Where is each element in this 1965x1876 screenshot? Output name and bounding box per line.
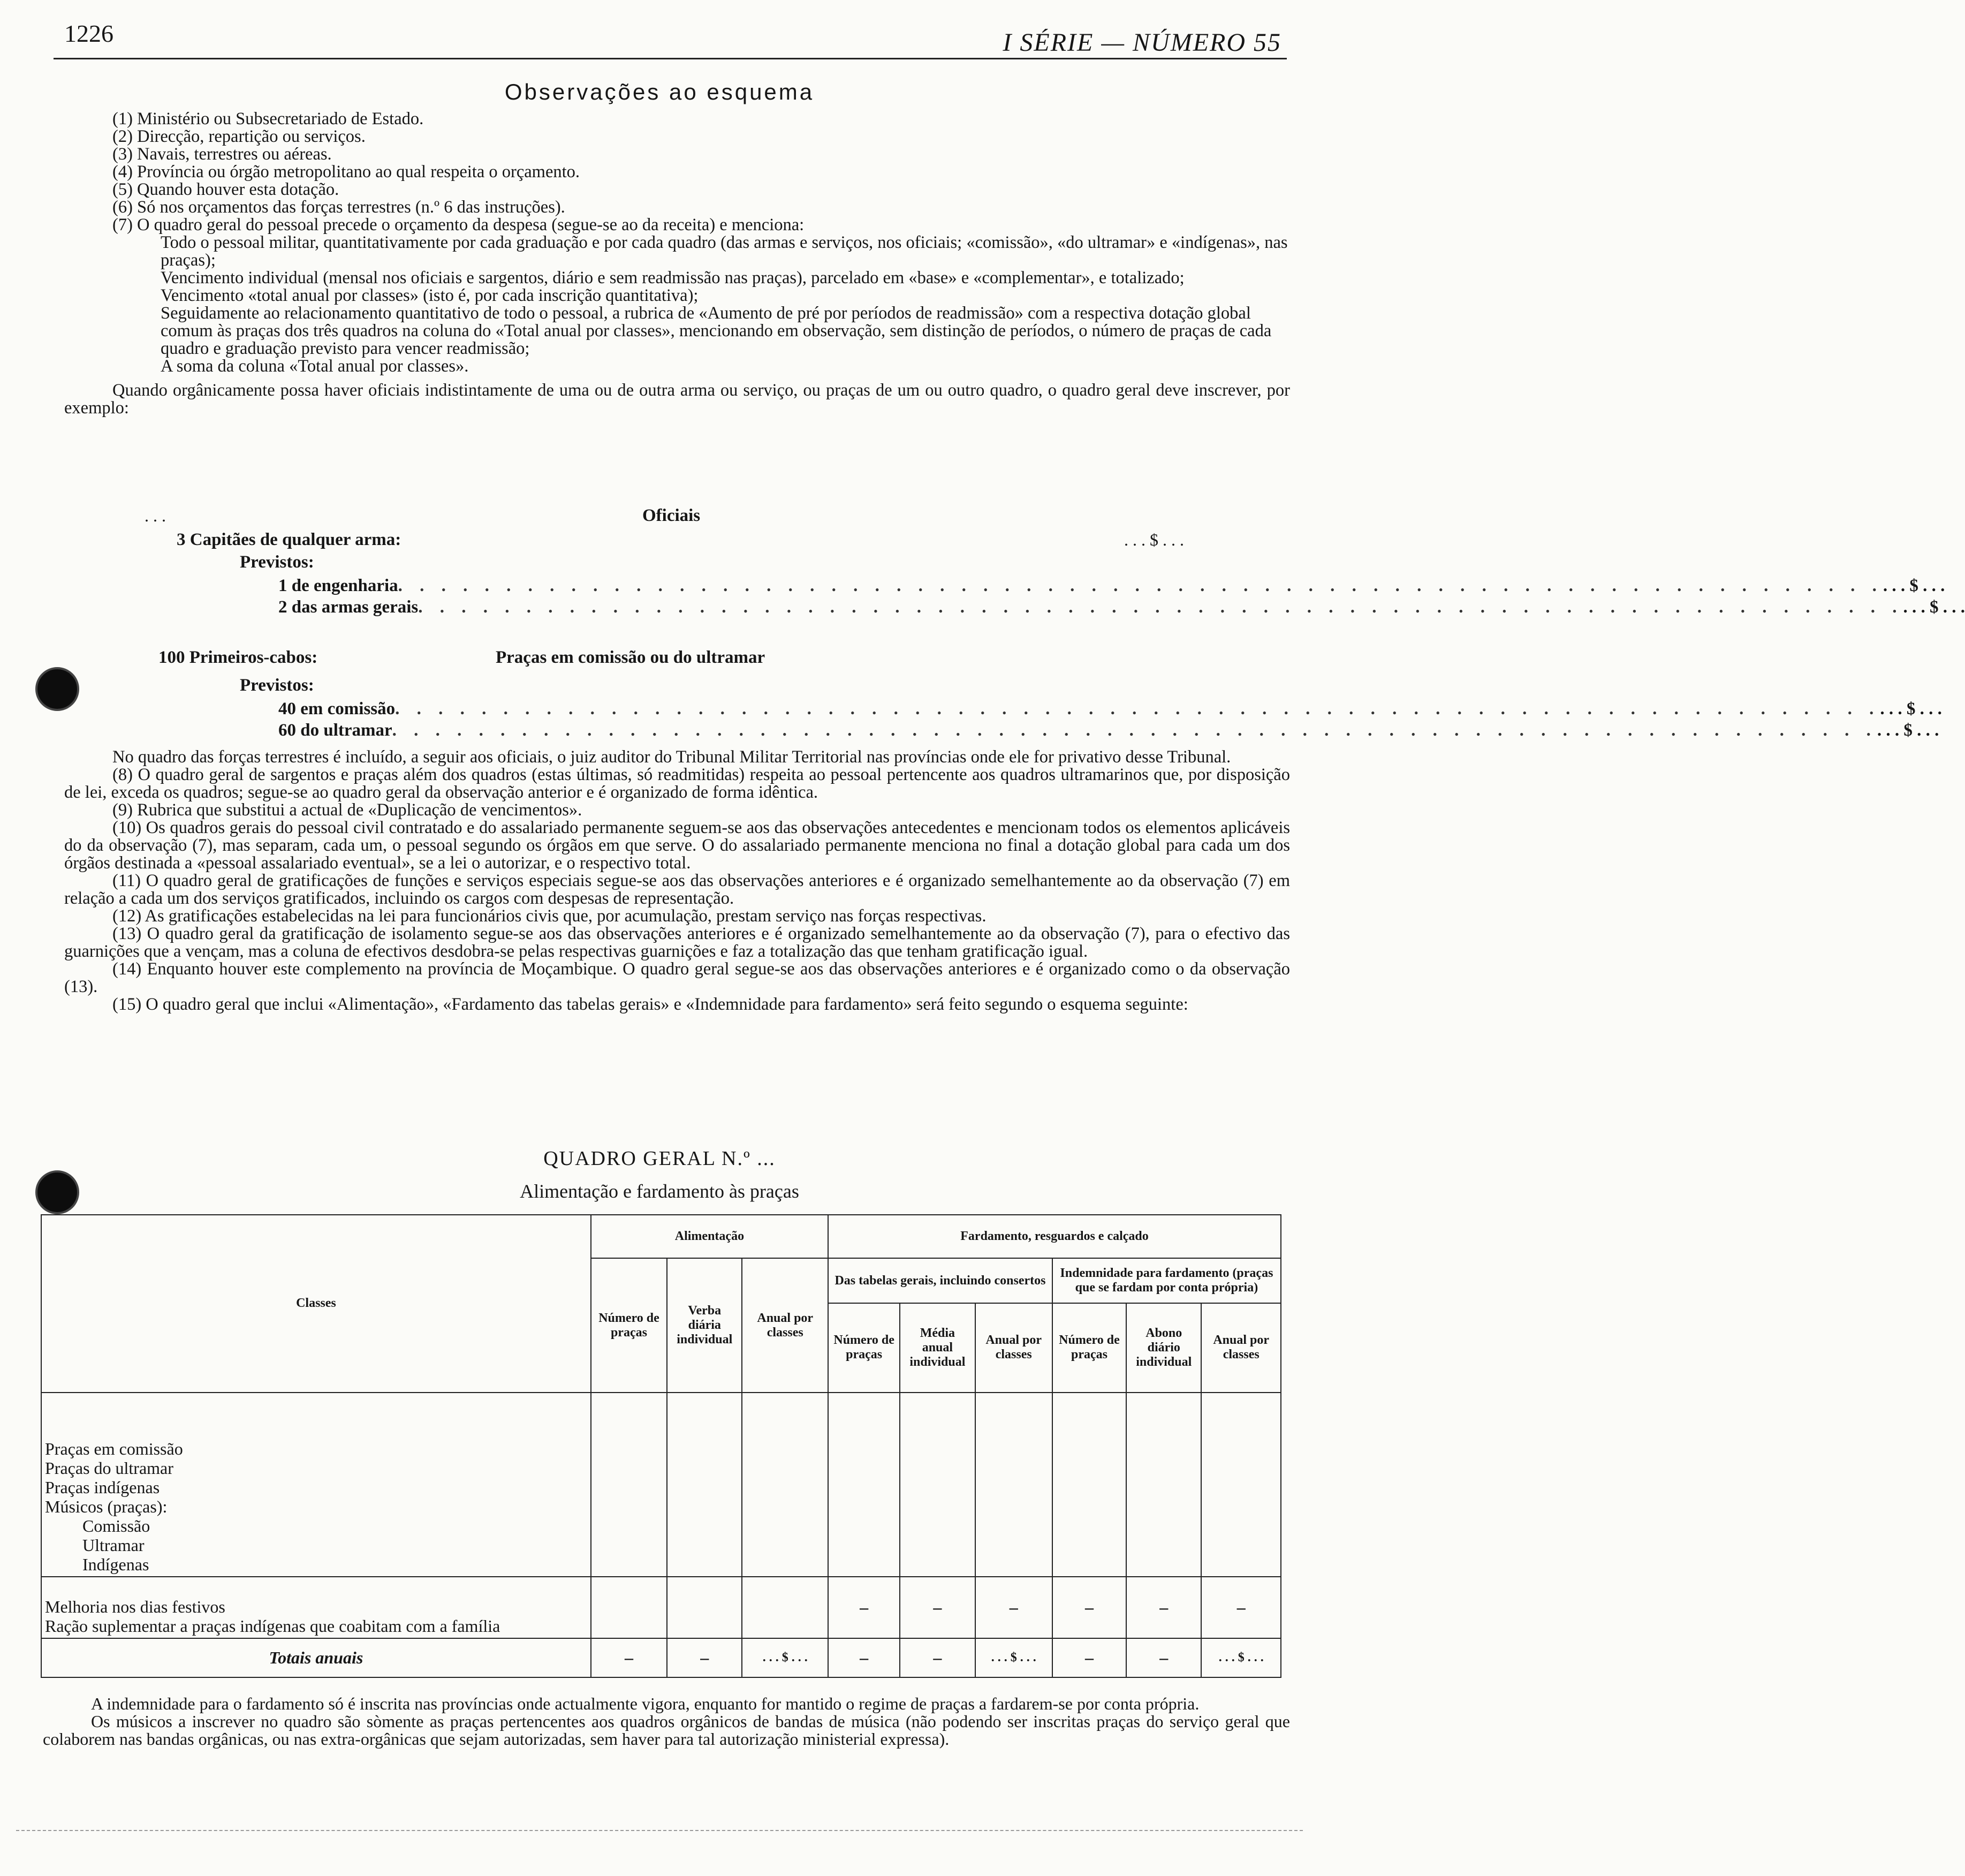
note-7: (7) O quadro geral do pessoal precede o orçamento da despesa (segue-se ao da receita) e menciona:: [112, 215, 805, 234]
header-rule: [54, 58, 1287, 59]
note-12: (12) As gratificações estabelecidas na lei para funcionários civis que, por acumulação, prestam serviço nas forças respectivas.: [112, 906, 987, 926]
table-row: Melhoria nos dias festivos: [45, 1597, 225, 1616]
bottom-edge-rule: [16, 1830, 1303, 1831]
tg-media-anual-header: Média anual individual: [900, 1303, 975, 1393]
tabelas-gerais-header: Das tabelas gerais, incluindo consertos: [828, 1258, 1052, 1303]
note-15: (15) O quadro geral que inclui «Alimentação», «Fardamento das tabelas gerais» e «Indemnidade para fardamento» será feito segundo o esquema seguinte:: [112, 995, 1188, 1014]
note7-item-3: Vencimento «total anual por classes» (isto é, por cada inscrição quantitativa);: [161, 286, 699, 305]
dash-cell: –: [975, 1577, 1052, 1638]
pracas-heading: Praças em comissão ou do ultramar: [496, 648, 765, 667]
note-1: (1) Ministério ou Subsecretariado de Estado.: [112, 109, 424, 128]
classes-list-cell: [41, 1393, 591, 1577]
example-row-comissao: 40 em comissão . . . . . . . . . . . . . . . . . . . . . . . . . . . . . . . . . . . . . . . . . . . . . . . . . . . . . . . . . . . . . . . . . . . . . . . . $ . . .: [278, 699, 1942, 718]
observations-notes-continued: [64, 748, 1290, 1013]
footer-paragraph-2: Os músicos a inscrever no quadro são sòmente as praças pertencentes aos quadros orgânicos de bandas de música (não podendo ser inscritas praças do serviço geral que colaborem nas bandas orgânicas, ou nas extra-orgânicas que sejam autorizadas, sem haver para tal autorização ministerial expressa).: [43, 1712, 1290, 1749]
page-number: 1226: [64, 20, 113, 47]
ind-abono-diario-header: Abono diário individual: [1126, 1303, 1201, 1393]
note-8: (8) O quadro geral de sargentos e praças além dos quadros (estas últimas, só readmitidas) respeita ao pessoal pertencente aos quadros ultramarinos que, por disposição de lei, exceda os quadros; segue-se ao quadro geral da observação anterior e é organizado de forma idêntica.: [64, 765, 1290, 802]
tg-numero-pracas-header: Número de praças: [828, 1303, 900, 1393]
note-13: (13) O quadro geral da gratificação de isolamento segue-se aos das observações anteriores e é organizado semelhantemente ao da observação (7), para o efectivo das guarnições que a vençam, mas a coluna de efectivos desdobra-se pelas respectivas guarnições e faz a totalização das que tenham gratificação igual.: [64, 924, 1290, 961]
punch-hole-upper: [35, 667, 79, 711]
note-5: (5) Quando houver esta dotação.: [112, 180, 339, 199]
para-quando: Quando orgânicamente possa haver oficiais indistintamente de uma ou de outra arma ou serviço, ou praças de um ou outro quadro, o quadro geral deve inscrever, por exemplo:: [64, 381, 1290, 418]
previstos-1: Previstos:: [240, 553, 314, 572]
note-6: (6) Só nos orçamentos das forças terrestres (n.º 6 das instruções).: [112, 198, 565, 217]
example-row-engenharia: 1 de engenharia . . . . . . . . . . . . . . . . . . . . . . . . . . . . . . . . . . . . . . . . . . . . . . . . . . . . . . . . . . . . . . . . . . . . . . . . $ . . .: [278, 576, 1945, 595]
indemnidade-header: Indemnidade para fardamento (praças que se fardam por conta própria): [1052, 1258, 1281, 1303]
footer-paragraph-1: A indemnidade para o fardamento só é inscrita nas províncias onde actualmente vigora, enquanto for mantido o regime de praças a fardarem-se por conta própria.: [91, 1694, 1200, 1713]
capitaes-amount: . . . $ . . .: [1124, 530, 1184, 549]
dash-cell: –: [1052, 1577, 1126, 1638]
example-row-ultramar: 60 do ultramar . . . . . . . . . . . . . . . . . . . . . . . . . . . . . . . . . . . . . . . . . . . . . . . . . . . . . . . . . . . . . . . . . . . . . . . . $ . . .: [278, 721, 1939, 740]
officers-heading: Oficiais: [642, 506, 701, 525]
alim-verba-diaria-header: Verba diária individual: [667, 1258, 742, 1392]
total-alimentacao: . . . $ . . .: [742, 1638, 828, 1677]
para-auditor: No quadro das forças terrestres é incluído, a seguir aos oficiais, o juiz auditor do Tribunal Militar Territorial nas províncias onde ele for privativo desse Tribunal.: [112, 747, 1231, 767]
note-11: (11) O quadro geral de gratificações de funções e serviços especiais segue-se aos das observações anteriores e é organizado semelhantemente ao da observação (7) em relação a cada um dos serviços gratificados, incluindo os cargos com despesas de representação.: [64, 871, 1290, 908]
note7-item-2: Vencimento individual (mensal nos oficiais e sargentos, diário e sem readmissão nas praças), parcelado em «base» e «complementar», e totalizado;: [161, 268, 1185, 288]
total-tabelas-gerais: . . . $ . . .: [975, 1638, 1052, 1677]
example-lead: . . .: [145, 506, 166, 525]
classes-header: Classes: [41, 1215, 591, 1393]
dash-cell: –: [828, 1577, 900, 1638]
primeiros-cabos-line: 100 Primeiros-cabos:: [158, 648, 318, 667]
quadro-table-wrapper: [41, 1214, 1281, 1678]
dash-cell: –: [1126, 1577, 1201, 1638]
table-row: Comissão: [82, 1516, 150, 1536]
note-14: (14) Enquanto houver este complemento na província de Moçambique. O quadro geral segue-se aos das observações anteriores e é organizado como o da observação (13).: [64, 959, 1290, 996]
dash-cell: –: [1201, 1577, 1281, 1638]
totals-label: Totais anuais: [41, 1638, 591, 1677]
table-row: Praças indígenas: [45, 1478, 160, 1497]
table-row: Praças em comissão: [45, 1439, 183, 1459]
observations-title: Observações ao esquema: [504, 79, 815, 104]
ind-anual-header: Anual por classes: [1201, 1303, 1281, 1393]
alimentacao-header: Alimentação: [591, 1215, 828, 1258]
tg-anual-header: Anual por classes: [975, 1303, 1052, 1393]
alim-anual-header: Anual por classes: [742, 1258, 828, 1392]
note-10: (10) Os quadros gerais do pessoal civil contratado e do assalariado permanente seguem-se aos das observações antecedentes e mencionam todos os elementos aplicáveis do da observação (7), mas separam, cada um, o pessoal segundo os órgãos em que serve. O do assalariado permanente menciona no final a dotação global para cada um dos órgãos destinada a «pessoal assalariado eventual», se a lei o autorizar, e o respectivo total.: [64, 818, 1290, 873]
quadro-subtitle: Alimentação e fardamento às praças: [520, 1181, 799, 1202]
quadro-title: QUADRO GERAL N.º ...: [543, 1147, 776, 1170]
note7-item-4: Seguidamente ao relacionamento quantitativo de todo o pessoal, a rubrica de «Aumento de pré por períodos de readmissão» com a respectiva dotação global comum às praças dos três quadros na coluna do «Total anual por classes», mencionando em observação, sem distinção de períodos, o número de praças de cada quadro e graduação previsto para vencer readmissão;: [161, 304, 1272, 358]
table-row: Músicos (praças):: [45, 1497, 168, 1517]
note7-item-1: Todo o pessoal militar, quantitativamente por cada graduação e por cada quadro (das armas e serviços, nos oficiais; «comissão», «do ultramar» e «indígenas», nas praças);: [161, 233, 1288, 270]
quadro-table: Classes Alimentação Fardamento, resguardos e calçado Número de praças Verba diária individual Anual por classes Das tabelas gerais, incluindo consertos Indemnidade para fardamento (praças que se fardam por conta própria) Número de praças Média anual individual Anual por classes Número de praças Abono diário individual Anual por classes Praças em comissão Praças do ultramar Praças indígenas Músicos (praças): Comissão Ultramar Indígenas Melhoria nos dias festivos Ração suplementar a praças indígenas que coabitam com a família – – – – – – Totais anuais – – . . . $ . . . – – . . . $ . . . – – . . . $ . . .: [41, 1214, 1281, 1678]
capitaes-line: 3 Capitães de qualquer arma:: [177, 530, 401, 549]
fardamento-header: Fardamento, resguardos e calçado: [828, 1215, 1281, 1258]
total-indemnidade: . . . $ . . .: [1201, 1638, 1281, 1677]
series-header: I SÉRIE — NÚMERO 55: [1003, 28, 1281, 57]
previstos-2: Previstos:: [240, 676, 314, 695]
ind-numero-pracas-header: Número de praças: [1052, 1303, 1126, 1393]
footer-notes: [43, 1695, 1290, 1748]
note-2: (2) Direcção, repartição ou serviços.: [112, 127, 366, 146]
note7-item-5: A soma da coluna «Total anual por classes».: [161, 357, 469, 376]
alim-numero-pracas-header: Número de praças: [591, 1258, 667, 1392]
note-3: (3) Navais, terrestres ou aéreas.: [112, 145, 332, 164]
example-row-armas-gerais: 2 das armas gerais . . . . . . . . . . . . . . . . . . . . . . . . . . . . . . . . . . . . . . . . . . . . . . . . . . . . . . . . . . . . . . . . . . . . . . . . $ . . .: [278, 597, 1965, 617]
table-row: Indígenas: [82, 1555, 149, 1575]
table-row: Ração suplementar a praças indígenas que coabitam com a família: [45, 1616, 500, 1636]
observations-notes: [64, 110, 1290, 417]
note-4: (4) Província ou órgão metropolitano ao qual respeita o orçamento.: [112, 162, 580, 181]
table-row: Ultramar: [82, 1535, 145, 1555]
table-row: Praças do ultramar: [45, 1458, 173, 1478]
dash-cell: –: [900, 1577, 975, 1638]
note-9: (9) Rubrica que substitui a actual de «Duplicação de vencimentos».: [112, 800, 582, 820]
extra-rows-cell: [41, 1577, 591, 1638]
